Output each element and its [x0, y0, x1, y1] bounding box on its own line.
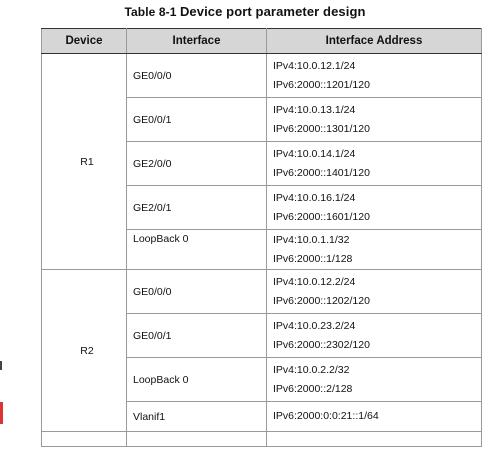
- interface-cell: GE2/0/1: [127, 186, 267, 230]
- address-line: IPv4:10.0.23.2/24: [273, 320, 356, 332]
- table-row: [42, 270, 482, 314]
- truncated-cell: [267, 432, 482, 447]
- address-cell: [267, 314, 482, 358]
- address-cell: [267, 186, 482, 230]
- table-title: Device port parameter design: [179, 4, 366, 19]
- address-line: IPv4:10.0.12.1/24: [273, 60, 356, 72]
- truncated-cell: [42, 432, 127, 447]
- address-cell: [267, 142, 482, 186]
- device-cell: R2: [42, 270, 127, 432]
- address-line: IPv4:10.0.13.1/24: [273, 104, 356, 116]
- address-line: IPv4:10.0.2.2/32: [273, 364, 350, 376]
- edge-artifact: [0, 402, 3, 424]
- address-line: IPv6:2000::2302/120: [273, 338, 370, 351]
- interface-cell: GE0/0/1: [127, 314, 267, 358]
- edge-artifact: [0, 361, 2, 370]
- address-line: IPv4:10.0.12.2/24: [273, 276, 356, 288]
- address-cell: [267, 98, 482, 142]
- address-line: IPv4:10.0.16.1/24: [273, 192, 356, 204]
- interface-cell: GE0/0/0: [127, 54, 267, 98]
- table-number: Table 8-1: [124, 5, 177, 19]
- header-address: Interface Address: [267, 29, 482, 54]
- address-line: IPv6:2000::2/128: [273, 382, 353, 395]
- interface-cell: LoopBack 0: [127, 358, 267, 402]
- address-line: IPv6:2000:0:0:21::1/64: [273, 410, 379, 423]
- address-cell: [267, 230, 482, 270]
- interface-cell: GE0/0/1: [127, 98, 267, 142]
- address-line: IPv4:10.0.1.1/32: [273, 234, 350, 246]
- interface-cell: GE0/0/0: [127, 270, 267, 314]
- truncated-row: [42, 432, 482, 447]
- interface-cell: LoopBack 0: [127, 230, 267, 270]
- interface-cell: GE2/0/0: [127, 142, 267, 186]
- address-line: IPv6:2000::1201/120: [273, 78, 370, 91]
- port-parameter-table: [41, 28, 482, 447]
- address-line: IPv6:2000::1601/120: [273, 210, 370, 223]
- table-row: [42, 54, 482, 98]
- address-line: IPv6:2000::1401/120: [273, 166, 370, 179]
- device-cell: R1: [42, 54, 127, 270]
- address-line: IPv4:10.0.14.1/24: [273, 148, 356, 160]
- table-header: [42, 29, 482, 54]
- address-line: IPv6:2000::1202/120: [273, 294, 370, 307]
- truncated-cell: [127, 432, 267, 447]
- address-cell: [267, 402, 482, 432]
- interface-cell: Vlanif1: [127, 402, 267, 432]
- header-device: Device: [42, 29, 127, 54]
- address-line: IPv6:2000::1301/120: [273, 122, 370, 135]
- address-cell: [267, 358, 482, 402]
- address-line: IPv6:2000::1/128: [273, 252, 353, 265]
- table-caption: [0, 4, 490, 19]
- address-cell: [267, 54, 482, 98]
- header-interface: Interface: [127, 29, 267, 54]
- address-cell: [267, 270, 482, 314]
- table-body: [42, 54, 482, 447]
